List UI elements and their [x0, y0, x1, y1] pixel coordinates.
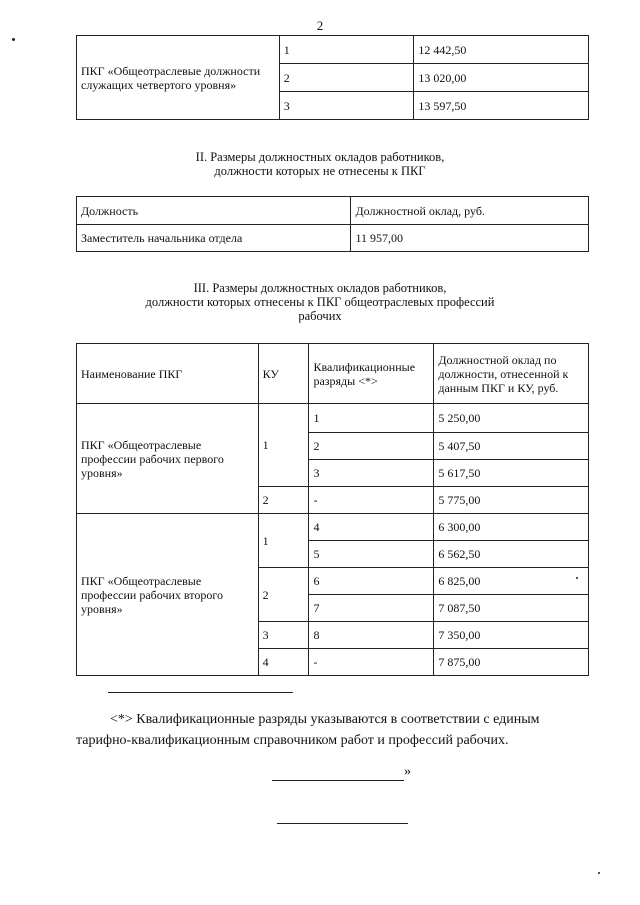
salary-cell: 11 957,00: [351, 225, 589, 252]
grade-cell: 1: [309, 404, 434, 433]
ku-cell: 2: [258, 568, 309, 622]
header-position: Должность: [77, 197, 351, 225]
scan-speck: [598, 872, 600, 874]
salary-cell: 5 617,50: [434, 460, 589, 487]
ku-cell: 2: [258, 487, 309, 514]
salary-cell: 6 562,50: [434, 541, 589, 568]
pkg-group-name: ПКГ «Общеотраслевые должности служащих четвертого уровня»: [77, 36, 280, 120]
bottom-line: [277, 823, 408, 824]
ku-cell: 1: [258, 514, 309, 568]
salary-cell: 5 250,00: [434, 404, 589, 433]
table-worker-professions: [76, 343, 589, 676]
level-cell: 1: [279, 36, 414, 64]
table-pkg-fourth-level: [76, 35, 589, 120]
salary-cell: 13 020,00: [414, 64, 589, 92]
salary-cell: 13 597,50: [414, 92, 589, 120]
grade-cell: 6: [309, 568, 434, 595]
salary-cell: 7 875,00: [434, 649, 589, 676]
scan-speck: [12, 38, 15, 41]
grade-cell: 7: [309, 595, 434, 622]
section-3-title-line: III. Размеры должностных окладов работников,: [193, 281, 447, 295]
closing-underline: [272, 780, 404, 781]
table-non-pkg-positions: [76, 196, 589, 252]
footnote-line: тарифно-квалификационным справочником работ и профессий рабочих.: [76, 733, 509, 748]
level-cell: 2: [279, 64, 414, 92]
salary-cell: 6 300,00: [434, 514, 589, 541]
grade-cell: -: [309, 487, 434, 514]
section-3-title: [0, 281, 640, 323]
section-3-title-line: должности которых отнесены к ПКГ общеотраслевых профессий: [145, 295, 495, 309]
grade-cell: -: [309, 649, 434, 676]
section-3-title-line: рабочих: [298, 309, 342, 323]
grade-cell: 4: [309, 514, 434, 541]
section-2-title-line: должности которых не отнесены к ПКГ: [214, 164, 426, 178]
closing-quote: »: [404, 764, 411, 779]
level-cell: 3: [279, 92, 414, 120]
pkg-group-name: ПКГ «Общеотраслевые профессии рабочих первого уровня»: [77, 404, 259, 514]
scan-speck: [576, 577, 578, 579]
grade-cell: 8: [309, 622, 434, 649]
section-2-title: [0, 150, 640, 178]
footnote-separator: [108, 692, 293, 693]
header-grades: Квалификационные разряды <*>: [309, 344, 434, 404]
header-salary: Должностной оклад по должности, отнесенной к данным ПКГ и КУ, руб.: [434, 344, 589, 404]
position-cell: Заместитель начальника отдела: [77, 225, 351, 252]
ku-cell: 3: [258, 622, 309, 649]
header-ku: КУ: [258, 344, 309, 404]
grade-cell: 3: [309, 460, 434, 487]
grade-cell: 5: [309, 541, 434, 568]
salary-cell: 7 350,00: [434, 622, 589, 649]
section-2-title-line: II. Размеры должностных окладов работников,: [195, 150, 445, 164]
footnote: [76, 709, 609, 751]
salary-cell: 5 775,00: [434, 487, 589, 514]
ku-cell: 4: [258, 649, 309, 676]
ku-cell: 1: [258, 404, 309, 487]
salary-cell: 7 087,50: [434, 595, 589, 622]
header-pkg-name: Наименование ПКГ: [77, 344, 259, 404]
salary-cell: 6 825,00: [434, 568, 589, 595]
salary-cell: 12 442,50: [414, 36, 589, 64]
footnote-line: <*> Квалификационные разряды указываются в соответствии с единым: [110, 712, 540, 727]
pkg-group-name: ПКГ «Общеотраслевые профессии рабочих второго уровня»: [77, 514, 259, 676]
salary-cell: 5 407,50: [434, 433, 589, 460]
grade-cell: 2: [309, 433, 434, 460]
header-salary: Должностной оклад, руб.: [351, 197, 589, 225]
page-number: 2: [316, 18, 324, 33]
